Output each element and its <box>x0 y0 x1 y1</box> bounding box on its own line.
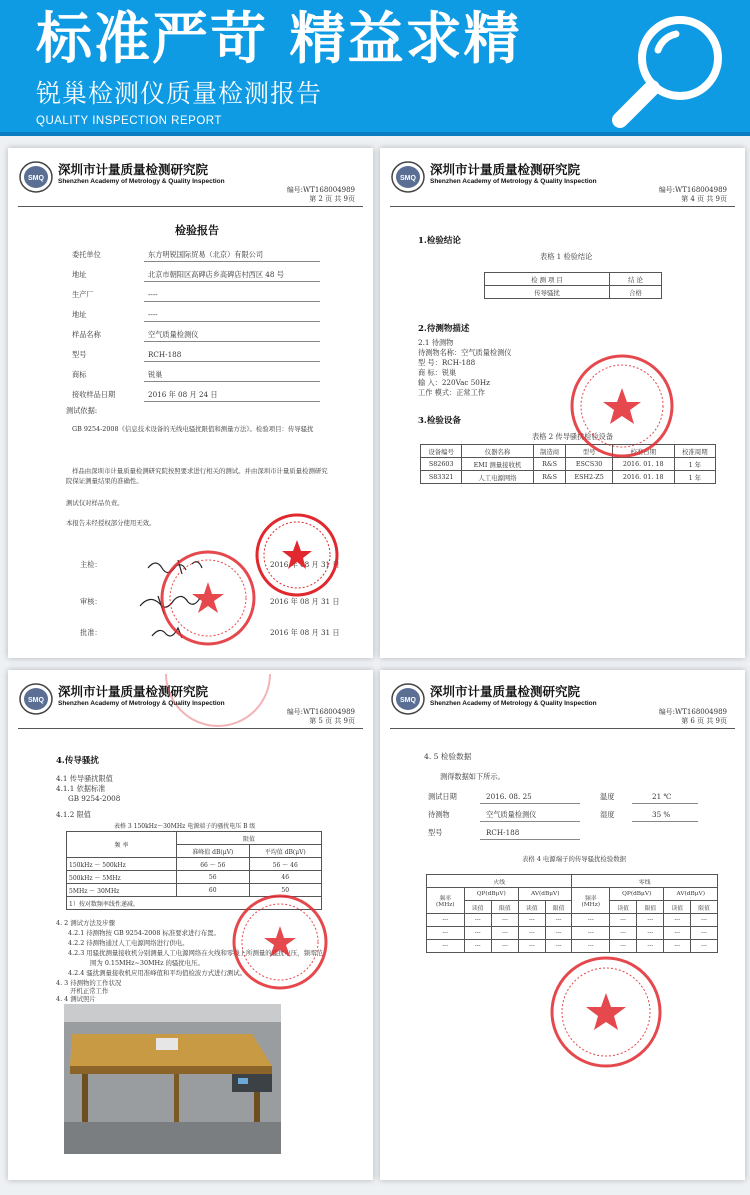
top-banner <box>0 0 750 136</box>
logo-text: SMQ <box>28 697 44 704</box>
note-line-2: 院保证测量结果的准确性。 <box>66 477 143 485</box>
data-intro: 测得数据如下所示。 <box>440 772 505 781</box>
official-red-stamp <box>546 952 666 1072</box>
official-red-stamp <box>252 510 342 600</box>
table-row: 150kHz ～ 500kHz 66 ～ 56 56 ～ 46 <box>67 858 322 871</box>
report-number: 编号:WT168004989 第 5 页 共 9页 <box>286 708 355 725</box>
test-photo <box>64 1004 281 1154</box>
table-row: --- --- --- --- --- --- --- --- --- --- <box>427 940 718 953</box>
faded-stamp-edge <box>158 674 278 734</box>
test-data-table: 火线 零线 频率 (MHz) QP(dBμV) AV(dBμV) 频率 (MHz) QP(dBμV) AV(dBμV) 读值 限值 读值 限值 读值 限值 读值 限值 --- --- --- --- --- --- --- --- --- --- --- --- --- --- --- --- --- --- --- --- --- --- --- --- --- --- --- --- --- --- <box>426 874 718 953</box>
report-number: 编号:WT168004989 第 2 页 共 9页 <box>286 186 355 203</box>
limit-table: 频 率 限值 准峰值 dB(μV) 平均值 dB(μV) 150kHz ～ 500kHz 66 ～ 56 56 ～ 46 500kHz ～ 5MHz 56 46 5MHz ～ 30MHz 60 50 1）按对数频率线性递减。 <box>66 831 322 910</box>
section-object-title: 2.待测物描述 <box>418 324 470 334</box>
table-row: --- --- --- --- --- --- --- --- --- --- <box>427 927 718 940</box>
smq-logo <box>18 160 54 194</box>
table1-caption: 表格 1 检验结论 <box>540 252 593 261</box>
institute-name-en: Shenzhen Academy of Metrology & Quality Inspection <box>430 700 597 707</box>
equipment-table: 设备编号 仪器名称 制造商 型号 校准日期 校准周期 S82603 EMI 测量接收机 R&S ESCS30 2016. 01. 18 1 年 S83321 人工电源网络 R&S ESH2-Z5 2016. 01. 18 1 年 <box>420 444 716 484</box>
report-page-2: SMQ 深圳市计量质量检测研究院 Shenzhen Academy of Metrology & Quality Inspection 编号:WT168004989 第 2 页 共 9页 检验报告 委托单位 东方明锐国际贸易（北京）有限公司 地址 北京市朝阳区高碑店乡高碑店村西区 48 号 生产厂 ---- 地址 ---- 样品名称 空气质量检测仪 型号 RCH-188 商标 锐巢 接收样品日期 2016 年 08 月 24 日 测试依据: GB 9254-2008《信息技术设备的无线电骚扰限值和测量方法》。检验项目：传导骚扰 样品由深圳市计量质量检测研究院按照要求进行相关的测试。并由深圳市计量质量检测研究 院保证测量结果的准确性。 测试仅对样品负责。 本报告未经授权部分使用无效。 主检： 2016 年 08 月 31 日 审核： 2016 年 08 月 31 日 批准： 2016 年 08 月 31 日 <box>8 148 373 658</box>
report-number: 编号:WT168004989 第 6 页 共 9页 <box>658 708 727 725</box>
institute-name: 深圳市计量质量检测研究院 <box>430 162 581 177</box>
report-page-6: SMQ 深圳市计量质量检测研究院 Shenzhen Academy of Metrology & Quality Inspection 编号:WT168004989 第 6 页 共 9页 4. 5 检验数据 测得数据如下所示。 测试日期 2016. 08. 25 温度 21 ℃ 待测物 空气质量检测仪 湿度 35 % 型号 RCH-188 表格 4 电源端子的传导骚扰检验数据 火线 零线 频率 (MHz) QP(dBμV) AV(dBμV) 频率 (MHz) QP(dBμV) AV(dBμV) 读值 限值 读值 限值 读值 限值 读值 限值 --- --- --- --- --- --- --- --- --- --- --- --- --- --- --- --- --- --- --- --- --- --- --- --- --- --- --- --- --- --- <box>380 670 745 1180</box>
smq-logo <box>390 682 426 716</box>
smq-logo <box>390 160 426 194</box>
table-row: 5MHz ～ 30MHz 60 50 <box>67 884 322 897</box>
banner-title: 标准严苛 精益求精 <box>36 7 522 72</box>
basis-label: 测试依据: <box>66 406 98 415</box>
table4-caption: 表格 4 电源端子的传导骚扰检验数据 <box>522 855 626 863</box>
section-equipment-title: 3.检验设备 <box>418 416 461 426</box>
official-red-stamp <box>156 546 260 650</box>
banner-subtitle-en: QUALITY INSPECTION REPORT <box>36 115 222 127</box>
logo-text: SMQ <box>28 175 44 182</box>
section-data-title: 4. 5 检验数据 <box>424 752 472 761</box>
institute-name: 深圳市计量质量检测研究院 <box>58 684 209 699</box>
smq-logo <box>18 682 54 716</box>
conclusion-table: 检 测 项 目 结 论 传导骚扰 合格 <box>484 272 662 299</box>
table-row: 500kHz ～ 5MHz 56 46 <box>67 871 322 884</box>
table3-caption: 表格 3 150kHz～30MHz 电源端子的骚扰电压 B 级 <box>114 823 256 830</box>
logo-text: SMQ <box>400 175 416 182</box>
table-row: --- --- --- --- --- --- --- --- --- --- <box>427 914 718 927</box>
institute-name-en: Shenzhen Academy of Metrology & Quality Inspection <box>430 178 597 185</box>
note-line-4: 本报告未经授权部分使用无效。 <box>66 519 156 527</box>
report-page-5: SMQ 深圳市计量质量检测研究院 Shenzhen Academy of Metrology & Quality Inspection 编号:WT168004989 第 5 页 共 9页 4.传导骚扰 4.1 传导骚扰限值 4.1.1 依据标准 GB 9254-2008 4.1.2 限值 表格 3 150kHz～30MHz 电源端子的骚扰电压 B 级 频 率 限值 准峰值 dB(μV) 平均值 dB(μV) 150kHz ～ 500kHz 66 ～ 56 56 ～ 46 500kHz ～ 5MHz 56 46 5MHz ～ 30MHz 60 50 1）按对数频率线性递减。 4. 2 测试方法及步骤 4.2.1 待测物按 GB 9254-2008 标准要求进行布置。 4.2.2 待测物通过人工电源网络进行供电。 4.2.3 用骚扰测量接收机分别测量人工电源网络在火线和零线上所测量的骚扰电压，频率范 围为 0.15MHz~30MHz 的骚扰电压。 4.2.4 骚扰测量接收机应用准峰值和平均值检波方式进行测试。 4. 3 待测物的工作状况 开机正常工作 4. 4 测试照片 <box>8 670 373 1180</box>
magnifier-icon <box>606 6 732 130</box>
table2-caption: 表格 2 传导骚扰检验设备 <box>532 432 614 441</box>
institute-name: 深圳市计量质量检测研究院 <box>430 684 581 699</box>
report-number: 编号:WT168004989 第 4 页 共 9页 <box>658 186 727 203</box>
note-line-3: 测试仅对样品负责。 <box>66 499 124 507</box>
section-conclusion-title: 1.检验结论 <box>418 236 461 246</box>
institute-name-en: Shenzhen Academy of Metrology & Quality Inspection <box>58 700 225 707</box>
table-row: S83321 人工电源网络 R&S ESH2-Z5 2016. 01. 18 1 年 <box>421 471 716 484</box>
official-red-stamp <box>566 350 678 462</box>
institute-name-en: Shenzhen Academy of Metrology & Quality Inspection <box>58 178 225 185</box>
report-page-4: SMQ 深圳市计量质量检测研究院 Shenzhen Academy of Metrology & Quality Inspection 编号:WT168004989 第 4 页 共 9页 1.检验结论 表格 1 检验结论 检 测 项 目 结 论 传导骚扰 合格 2.待测物描述 2.1 待测物 待测物名称：空气质量检测仪 型 号：RCH-188 商 标：锐巢 输 入：220Vac 50Hz 工作 模式：正常工作 3.检验设备 表格 2 传导骚扰检验设备 设备编号 仪器名称 制造商 型号 校准日期 校准周期 S82603 EMI 测量接收机 R&S ESCS30 2016. 01. 18 1 年 S83321 人工电源网络 R&S ESH2-Z5 2016. 01. 18 1 年 <box>380 148 745 658</box>
table-row: S82603 EMI 测量接收机 R&S ESCS30 2016. 01. 18 1 年 <box>421 458 716 471</box>
official-red-stamp <box>228 890 332 994</box>
report-title: 检验报告 <box>175 224 219 237</box>
basis-text: GB 9254-2008《信息技术设备的无线电骚扰限值和测量方法》。检验项目：传导骚扰 <box>72 425 314 433</box>
note-line-1: 样品由深圳市计量质量检测研究院按照要求进行相关的测试。并由深圳市计量质量检测研究 <box>72 467 328 475</box>
section-conducted-title: 4.传导骚扰 <box>56 756 99 766</box>
institute-name: 深圳市计量质量检测研究院 <box>58 162 209 177</box>
logo-text: SMQ <box>400 697 416 704</box>
banner-subtitle: 锐巢检测仪质量检测报告 <box>36 79 323 108</box>
